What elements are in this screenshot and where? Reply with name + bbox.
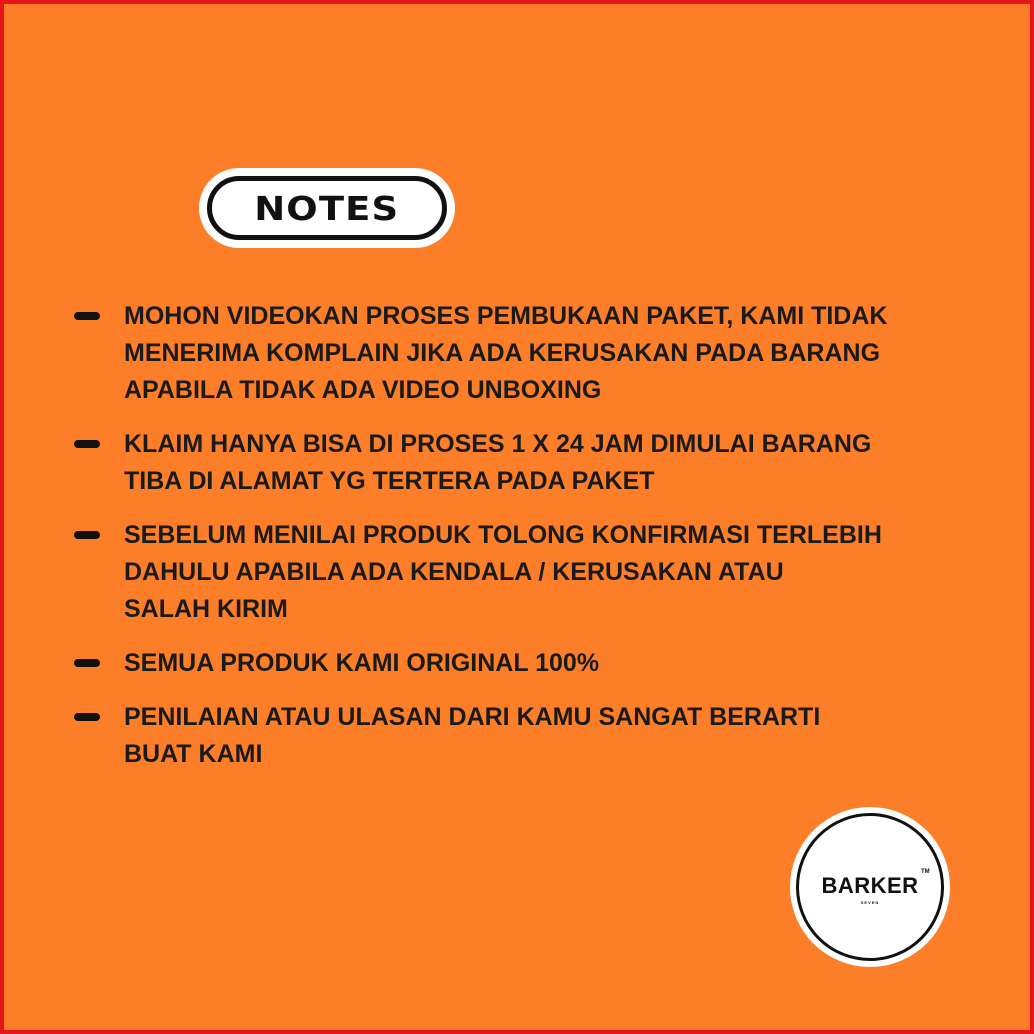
note-line: APABILA TIDAK ADA VIDEO UNBOXING	[124, 376, 602, 404]
note-line: SEBELUM MENILAI PRODUK TOLONG KONFIRMASI TERLEBIH	[124, 521, 882, 549]
logo-subtitle: SEVEN	[860, 900, 880, 905]
dash-bullet-icon	[74, 659, 100, 667]
note-item	[74, 426, 994, 500]
note-line: SEMUA PRODUK KAMI ORIGINAL 100%	[124, 649, 600, 677]
note-line: KLAIM HANYA BISA DI PROSES 1 X 24 JAM DIMULAI BARANG	[124, 430, 872, 458]
note-line: SALAH KIRIM	[124, 595, 288, 623]
notes-badge	[199, 168, 455, 248]
dash-bullet-icon	[74, 312, 100, 320]
logo-name: BARKER	[821, 873, 919, 898]
dash-bullet-icon	[74, 440, 100, 448]
note-line: BUAT KAMI	[124, 740, 263, 768]
note-item	[74, 645, 994, 682]
dash-bullet-icon	[74, 713, 100, 721]
note-line: TIBA DI ALAMAT YG TERTERA PADA PAKET	[124, 467, 655, 495]
logo-trademark: TM	[921, 869, 930, 875]
note-item	[74, 517, 994, 628]
note-line: PENILAIAN ATAU ULASAN DARI KAMU SANGAT BERARTI	[124, 703, 821, 731]
dash-bullet-icon	[74, 531, 100, 539]
notes-title: NOTES	[254, 188, 400, 228]
note-item	[74, 298, 994, 409]
note-line: MENERIMA KOMPLAIN JIKA ADA KERUSAKAN PADA BARANG	[124, 339, 881, 367]
note-line: MOHON VIDEOKAN PROSES PEMBUKAAN PAKET, KAMI TIDAK	[124, 302, 888, 330]
notes-list	[74, 298, 994, 790]
note-item	[74, 699, 994, 773]
barker-logo	[790, 807, 950, 967]
note-line: DAHULU APABILA ADA KENDALA / KERUSAKAN ATAU	[124, 558, 784, 586]
notes-badge-outline	[207, 176, 447, 240]
